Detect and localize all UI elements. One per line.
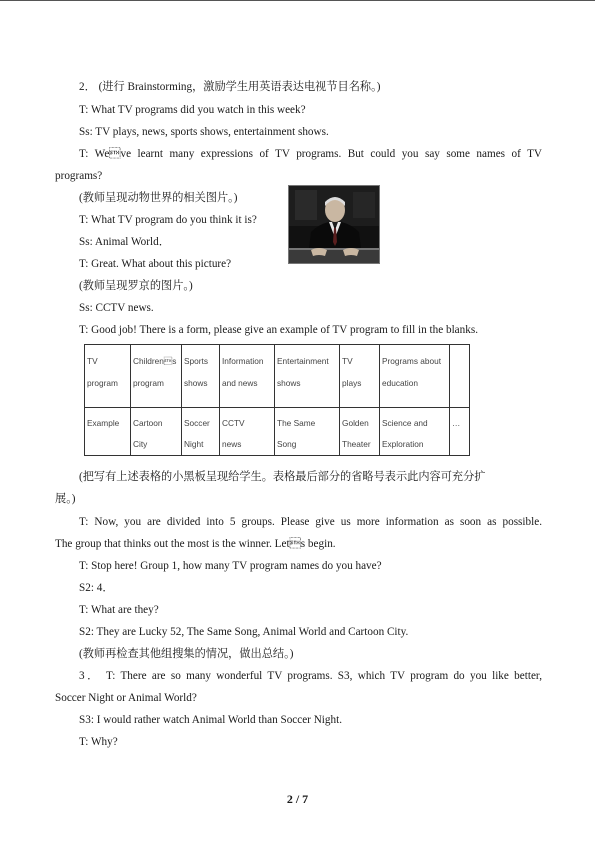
dialogue-line-continued: Soccer Night or Animal World? — [55, 692, 197, 704]
table-cell: Soccer Night — [182, 408, 220, 456]
table-cell: … — [450, 408, 470, 456]
table-row — [85, 345, 470, 408]
table-cell: Cartoon City — [131, 408, 182, 456]
table-cell: Childrens program — [131, 345, 182, 408]
table-cell: Sports shows — [182, 345, 220, 408]
table-cell: Example — [85, 408, 131, 456]
dialogue-line: T: Good job! There is a form, please give an example of TV program to fill in the blanks. — [79, 324, 478, 336]
dialogue-line: T: What are they? — [79, 604, 159, 616]
dialogue-line: Ss: CCTV news. — [79, 302, 154, 314]
dialogue-line: S2: 4． — [79, 582, 114, 594]
table-row — [85, 408, 470, 456]
dialogue-line-continued: The group that thinks out the most is the winner. Lets begin. — [55, 538, 336, 550]
table-cell: Programs about education — [380, 345, 450, 408]
header-rule — [0, 0, 595, 1]
teacher-note-continued: 展。) — [55, 493, 76, 505]
table-cell: CCTV news — [220, 408, 275, 456]
teacher-note: (教师呈现罗京的图片。) — [79, 280, 193, 292]
dialogue-line: S3: I would rather watch Animal World than Soccer Night. — [79, 714, 342, 726]
table-cell: Golden Theater — [340, 408, 380, 456]
dialogue-line: T: Weve learnt many expressions of TV programs. But could you say some names of TV — [79, 148, 542, 160]
dialogue-line: T: Stop here! Group 1, how many TV program names do you have? — [79, 560, 382, 572]
table-cell — [450, 345, 470, 408]
dialogue-line-continued: programs? — [55, 170, 103, 182]
dialogue-line: T: Now, you are divided into 5 groups. Please give us more information as soon as possible. — [79, 516, 542, 528]
page-number: 2 / 7 — [286, 792, 309, 806]
teacher-note: (教师再检查其他组搜集的情况，做出总结。) — [79, 648, 294, 660]
dialogue-line: S2: They are Lucky 52, The Same Song, Animal World and Cartoon City. — [79, 626, 409, 638]
dialogue-line: T: What TV programs did you watch in this week? — [79, 104, 306, 116]
table-cell: The Same Song — [275, 408, 340, 456]
table-cell: Entertainment shows — [275, 345, 340, 408]
table-cell: TV plays — [340, 345, 380, 408]
table-cell: Science and Exploration — [380, 408, 450, 456]
dialogue-line: T: Why? — [79, 736, 118, 748]
tv-program-table — [84, 344, 470, 456]
news-anchor-photo — [288, 185, 380, 264]
teacher-note: (教师呈现动物世界的相关图片。) — [79, 192, 238, 204]
dialogue-line: Ss: Animal World． — [79, 236, 170, 248]
dialogue-line: T: Great. What about this picture? — [79, 258, 232, 270]
table-cell: Information and news — [220, 345, 275, 408]
teacher-note: (把写有上述表格的小黑板呈现给学生。表格最后部分的省略号表示此内容可充分扩 — [79, 471, 486, 483]
table-cell: TV program — [85, 345, 131, 408]
step-2-heading: 2． (进行 Brainstorming，激励学生用英语表达电视节目名称。) — [79, 81, 381, 93]
step-3-heading: 3． T: There are so many wonderful TV programs. S3, which TV program do you like better, — [79, 670, 542, 682]
dialogue-line: Ss: TV plays, news, sports shows, entertainment shows. — [79, 126, 329, 138]
dialogue-line: T: What TV program do you think it is? — [79, 214, 257, 226]
